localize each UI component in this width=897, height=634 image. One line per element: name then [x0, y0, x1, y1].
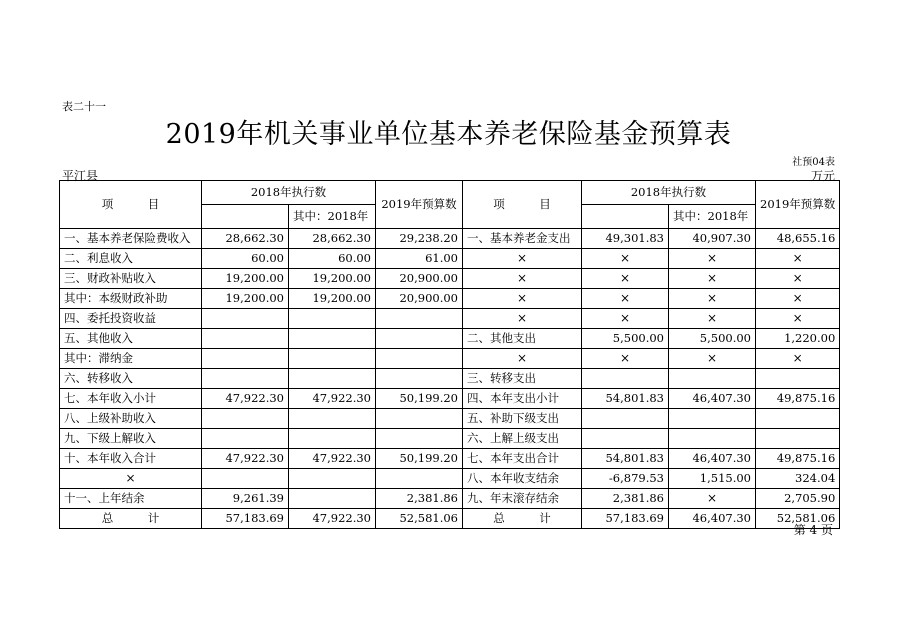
income-budget-2019-cell: 2,381.86: [376, 489, 463, 509]
income-exec-2018-cell: [202, 349, 289, 369]
income-budget-2019-cell: 52,581.06: [376, 509, 463, 529]
income-exec-2018-sub-cell: 60.00: [289, 249, 376, 269]
expense-item-cell: 六、上解上级支出: [463, 429, 582, 449]
expense-exec-2018-cell: [582, 409, 669, 429]
expense-exec-2018-cell: ×: [582, 249, 669, 269]
income-exec-2018-sub-cell: 19,200.00: [289, 289, 376, 309]
income-exec-2018-cell: 57,183.69: [202, 509, 289, 529]
income-item-cell: 九、下级上解收入: [60, 429, 202, 449]
expense-exec-2018-sub-cell: ×: [669, 349, 756, 369]
expense-budget-2019-cell: [756, 429, 840, 449]
expense-item-cell: 九、年末滚存结余: [463, 489, 582, 509]
expense-item-cell: 二、其他支出: [463, 329, 582, 349]
income-item-cell: 五、其他收入: [60, 329, 202, 349]
expense-exec-2018-cell: [582, 429, 669, 449]
table-row: [60, 229, 840, 249]
income-exec-2018-sub-cell: [289, 489, 376, 509]
expense-exec-2018-sub-cell: ×: [669, 269, 756, 289]
expense-exec-2018-cell: ×: [582, 269, 669, 289]
expense-item-cell: 五、补助下级支出: [463, 409, 582, 429]
expense-exec-2018-cell: [582, 369, 669, 389]
expense-item-cell: ×: [463, 269, 582, 289]
income-exec-2018-sub-cell: 47,922.30: [289, 449, 376, 469]
expense-item-cell: 八、本年收支结余: [463, 469, 582, 489]
expense-exec-2018-cell: -6,879.53: [582, 469, 669, 489]
expense-exec-2018-cell: 54,801.83: [582, 449, 669, 469]
table-row: [60, 409, 840, 429]
expense-item-cell: ×: [463, 289, 582, 309]
header-sub-2018-right: 其中：2018年: [669, 205, 756, 229]
header-budget-2019-left: 2019年预算数: [376, 181, 463, 229]
header-blank-right: [582, 205, 669, 229]
income-budget-2019-cell: [376, 469, 463, 489]
income-exec-2018-cell: 47,922.30: [202, 389, 289, 409]
income-exec-2018-sub-cell: [289, 309, 376, 329]
income-budget-2019-cell: 29,238.20: [376, 229, 463, 249]
table-row: [60, 309, 840, 329]
income-budget-2019-cell: [376, 429, 463, 449]
income-item-cell: 其中：滞纳金: [60, 349, 202, 369]
expense-budget-2019-cell: ×: [756, 289, 840, 309]
expense-item-cell: 四、本年支出小计: [463, 389, 582, 409]
header-sub-2018-left: 其中：2018年: [289, 205, 376, 229]
income-item-cell: 总 计: [60, 509, 202, 529]
expense-exec-2018-sub-cell: 1,515.00: [669, 469, 756, 489]
income-budget-2019-cell: [376, 329, 463, 349]
table-row: [60, 429, 840, 449]
income-item-cell: 六、转移收入: [60, 369, 202, 389]
table-row: [60, 449, 840, 469]
income-exec-2018-cell: 47,922.30: [202, 449, 289, 469]
expense-exec-2018-cell: 5,500.00: [582, 329, 669, 349]
income-exec-2018-sub-cell: 47,922.30: [289, 509, 376, 529]
income-exec-2018-sub-cell: [289, 369, 376, 389]
expense-budget-2019-cell: ×: [756, 309, 840, 329]
income-exec-2018-cell: [202, 429, 289, 449]
income-item-cell: 二、利息收入: [60, 249, 202, 269]
expense-exec-2018-sub-cell: ×: [669, 309, 756, 329]
expense-exec-2018-cell: ×: [582, 349, 669, 369]
expense-budget-2019-cell: 49,875.16: [756, 449, 840, 469]
expense-exec-2018-sub-cell: 40,907.30: [669, 229, 756, 249]
region-label: 平江县: [62, 169, 99, 183]
expense-exec-2018-cell: 2,381.86: [582, 489, 669, 509]
income-budget-2019-cell: [376, 309, 463, 329]
income-exec-2018-sub-cell: 19,200.00: [289, 269, 376, 289]
table-row: [60, 289, 840, 309]
expense-budget-2019-cell: ×: [756, 349, 840, 369]
expense-item-cell: ×: [463, 309, 582, 329]
table-row: [60, 389, 840, 409]
expense-exec-2018-sub-cell: ×: [669, 289, 756, 309]
expense-budget-2019-cell: 1,220.00: [756, 329, 840, 349]
expense-exec-2018-sub-cell: [669, 369, 756, 389]
page-number: 第 4 页: [793, 523, 833, 537]
income-budget-2019-cell: 50,199.20: [376, 389, 463, 409]
expense-exec-2018-sub-cell: ×: [669, 489, 756, 509]
income-exec-2018-sub-cell: 28,662.30: [289, 229, 376, 249]
income-exec-2018-sub-cell: [289, 429, 376, 449]
header-exec-2018-right: 2018年执行数: [582, 181, 756, 205]
income-exec-2018-cell: [202, 329, 289, 349]
form-code: 社预04表: [792, 157, 835, 168]
budget-table: [59, 180, 840, 529]
income-item-cell: 七、本年收入小计: [60, 389, 202, 409]
income-budget-2019-cell: 61.00: [376, 249, 463, 269]
table-row: [60, 469, 840, 489]
table-row: [60, 509, 840, 529]
expense-exec-2018-cell: ×: [582, 309, 669, 329]
expense-exec-2018-sub-cell: 46,407.30: [669, 389, 756, 409]
income-item-cell: ×: [60, 469, 202, 489]
income-budget-2019-cell: 20,900.00: [376, 289, 463, 309]
table-number: 表二十一: [62, 100, 106, 113]
income-budget-2019-cell: [376, 349, 463, 369]
expense-item-cell: ×: [463, 249, 582, 269]
income-exec-2018-sub-cell: [289, 469, 376, 489]
income-exec-2018-sub-cell: [289, 409, 376, 429]
income-item-cell: 三、财政补贴收入: [60, 269, 202, 289]
income-item-cell: 一、基本养老保险费收入: [60, 229, 202, 249]
income-exec-2018-cell: [202, 309, 289, 329]
income-exec-2018-cell: 9,261.39: [202, 489, 289, 509]
income-exec-2018-cell: 19,200.00: [202, 269, 289, 289]
expense-budget-2019-cell: [756, 409, 840, 429]
expense-exec-2018-sub-cell: ×: [669, 249, 756, 269]
income-budget-2019-cell: [376, 409, 463, 429]
expense-item-cell: 一、基本养老金支出: [463, 229, 582, 249]
income-exec-2018-cell: 60.00: [202, 249, 289, 269]
table-row: [60, 249, 840, 269]
income-budget-2019-cell: [376, 369, 463, 389]
income-exec-2018-sub-cell: 47,922.30: [289, 389, 376, 409]
income-item-cell: 十一、上年结余: [60, 489, 202, 509]
expense-budget-2019-cell: 49,875.16: [756, 389, 840, 409]
header-item-left: 项 目: [60, 181, 202, 229]
expense-exec-2018-sub-cell: 46,407.30: [669, 509, 756, 529]
expense-budget-2019-cell: 2,705.90: [756, 489, 840, 509]
header-row-1: [60, 181, 840, 205]
expense-exec-2018-cell: 57,183.69: [582, 509, 669, 529]
expense-budget-2019-cell: ×: [756, 249, 840, 269]
expense-item-cell: 总 计: [463, 509, 582, 529]
table-row: [60, 329, 840, 349]
expense-exec-2018-sub-cell: 46,407.30: [669, 449, 756, 469]
expense-item-cell: 三、转移支出: [463, 369, 582, 389]
unit-label: 万元: [810, 169, 835, 183]
expense-exec-2018-cell: 49,301.83: [582, 229, 669, 249]
expense-exec-2018-sub-cell: [669, 409, 756, 429]
income-exec-2018-cell: [202, 469, 289, 489]
table-row: [60, 369, 840, 389]
income-budget-2019-cell: 50,199.20: [376, 449, 463, 469]
header-item-right: 项 目: [463, 181, 582, 229]
income-budget-2019-cell: 20,900.00: [376, 269, 463, 289]
income-item-cell: 十、本年收入合计: [60, 449, 202, 469]
expense-budget-2019-cell: 324.04: [756, 469, 840, 489]
expense-item-cell: 七、本年支出合计: [463, 449, 582, 469]
page-title: 2019年机关事业单位基本养老保险基金预算表: [165, 119, 732, 150]
header-exec-2018-left: 2018年执行数: [202, 181, 376, 205]
expense-budget-2019-cell: 48,655.16: [756, 229, 840, 249]
income-item-cell: 八、上级补助收入: [60, 409, 202, 429]
expense-exec-2018-cell: ×: [582, 289, 669, 309]
income-exec-2018-cell: 28,662.30: [202, 229, 289, 249]
table-row: [60, 349, 840, 369]
expense-item-cell: ×: [463, 349, 582, 369]
income-exec-2018-cell: [202, 369, 289, 389]
expense-exec-2018-sub-cell: [669, 429, 756, 449]
table-row: [60, 489, 840, 509]
income-exec-2018-sub-cell: [289, 329, 376, 349]
income-exec-2018-cell: [202, 409, 289, 429]
table-row: [60, 269, 840, 289]
expense-exec-2018-sub-cell: 5,500.00: [669, 329, 756, 349]
header-blank-left: [202, 205, 289, 229]
income-item-cell: 四、委托投资收益: [60, 309, 202, 329]
income-exec-2018-sub-cell: [289, 349, 376, 369]
income-item-cell: 其中：本级财政补助: [60, 289, 202, 309]
expense-budget-2019-cell: 52,581.06: [756, 509, 840, 529]
expense-budget-2019-cell: [756, 369, 840, 389]
header-budget-2019-right: 2019年预算数: [756, 181, 840, 229]
expense-exec-2018-cell: 54,801.83: [582, 389, 669, 409]
income-exec-2018-cell: 19,200.00: [202, 289, 289, 309]
expense-budget-2019-cell: ×: [756, 269, 840, 289]
